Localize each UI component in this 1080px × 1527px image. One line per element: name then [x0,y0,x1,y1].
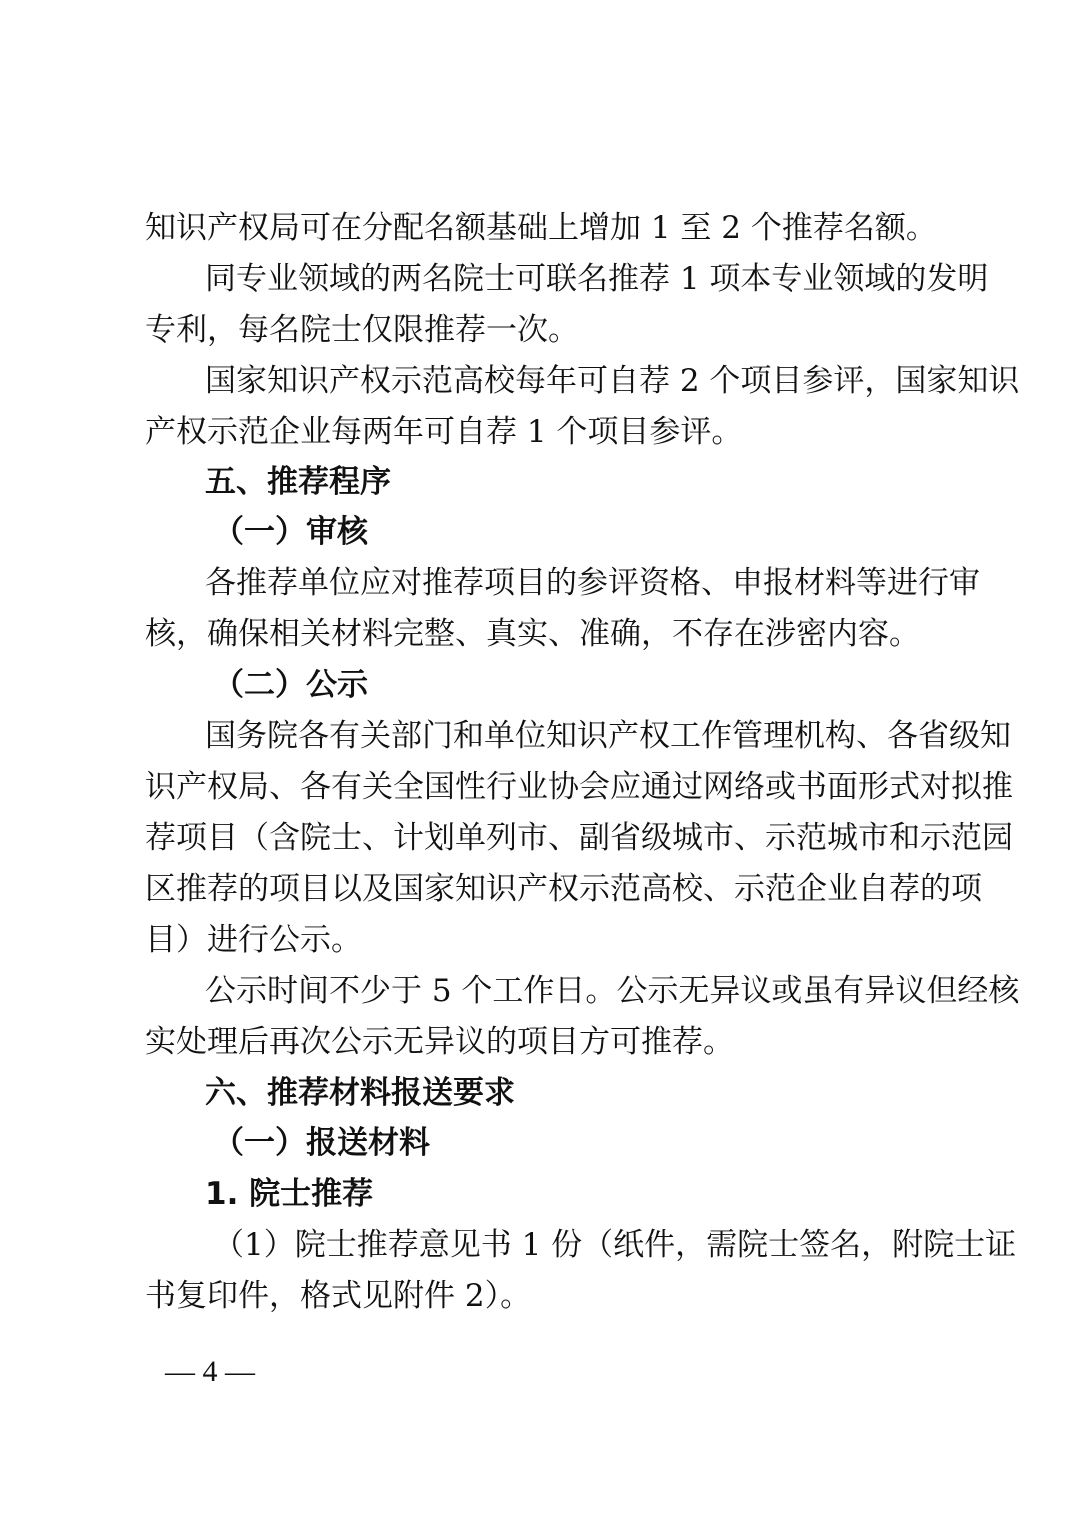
paragraph-line: 识产权局、各有关全国性行业协会应通过网络或书面形式对拟推 [145,769,1013,805]
paragraph-line: （1）院士推荐意见书 1 份（纸件，需院士签名，附院士证 [213,1227,1017,1263]
section-heading: 六、推荐材料报送要求 [205,1075,515,1111]
paragraph-line: 产权示范企业每两年可自荐 1 个项目参评。 [145,414,743,450]
item-heading: 1. 院士推荐 [205,1176,374,1212]
paragraph-line: 荐项目（含院士、计划单列市、副省级城市、示范城市和示范园 [145,820,1013,856]
paragraph-line: 目）进行公示。 [145,922,362,958]
paragraph-line: 区推荐的项目以及国家知识产权示范高校、示范企业自荐的项 [145,871,982,907]
subsection-heading: （一）审核 [213,514,368,550]
subsection-heading: （一）报送材料 [213,1125,430,1161]
paragraph-line: 核，确保相关材料完整、真实、准确，不存在涉密内容。 [145,616,920,652]
paragraph-line: 知识产权局可在分配名额基础上增加 1 至 2 个推荐名额。 [145,210,937,246]
paragraph-line: 专利，每名院士仅限推荐一次。 [145,312,579,348]
paragraph-line: 同专业领域的两名院士可联名推荐 1 项本专业领域的发明 [205,261,989,297]
page-number: — 4 — [165,1355,255,1388]
paragraph-line: 书复印件，格式见附件 2）。 [145,1278,532,1314]
paragraph-line: 各推荐单位应对推荐项目的参评资格、申报材料等进行审 [205,565,980,601]
paragraph-line: 公示时间不少于 5 个工作日。公示无异议或虽有异议但经核 [205,973,1020,1009]
paragraph-line: 国家知识产权示范高校每年可自荐 2 个项目参评，国家知识 [205,363,1020,399]
section-heading: 五、推荐程序 [205,464,391,500]
paragraph-line: 国务院各有关部门和单位知识产权工作管理机构、各省级知 [205,718,1011,754]
paragraph-line: 实处理后再次公示无异议的项目方可推荐。 [145,1024,734,1060]
subsection-heading: （二）公示 [213,667,368,703]
